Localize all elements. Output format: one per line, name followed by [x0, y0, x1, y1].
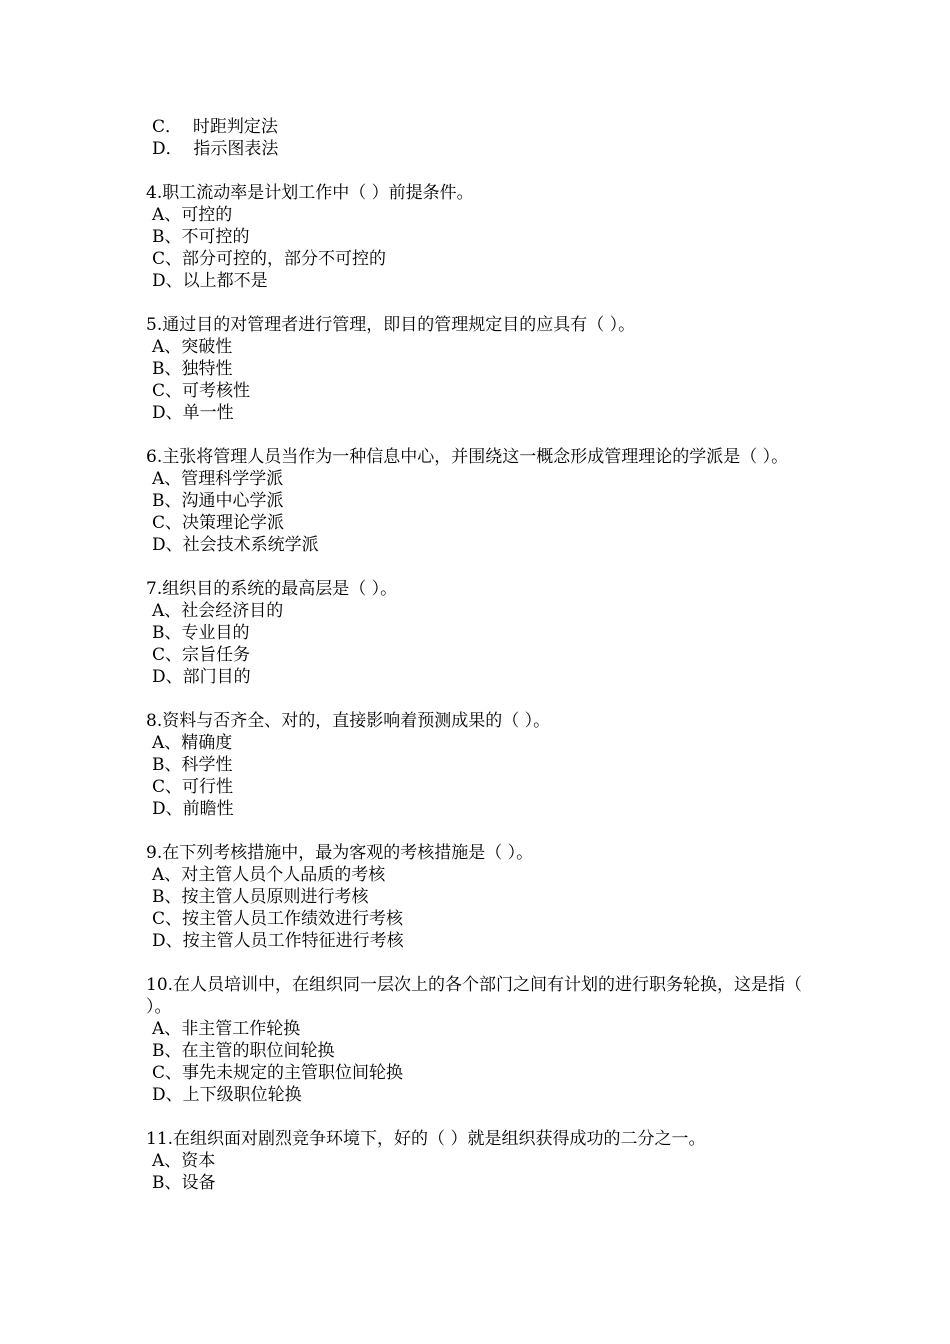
- option-b: B、沟通中心学派: [152, 491, 284, 511]
- option-d: D、上下级职位轮换: [152, 1085, 302, 1105]
- carryover-options: [146, 116, 816, 160]
- question-11: [146, 1128, 816, 1194]
- question-4: [146, 182, 816, 292]
- option-c: C、按主管人员工作绩效进行考核: [152, 909, 404, 929]
- option-d: D、以上都不是: [152, 271, 268, 291]
- option-b: B、不可控的: [152, 227, 250, 247]
- question-stem: 9.在下列考核措施中，最为客观的考核措施是（ ）。: [146, 843, 534, 863]
- option-a: A、非主管工作轮换: [152, 1019, 301, 1039]
- option-a: A、精确度: [152, 733, 233, 753]
- option-d: D、按主管人员工作特征进行考核: [152, 931, 404, 951]
- option-a: A、社会经济目的: [152, 601, 284, 621]
- option-c: C、部分可控的，部分不可控的: [152, 249, 387, 269]
- option-c: C、宗旨任务: [152, 645, 251, 665]
- option-b: B、科学性: [152, 755, 233, 775]
- option-a: A、资本: [152, 1151, 216, 1171]
- option-d: D． 指示图表法: [152, 139, 279, 159]
- option-a: A、管理科学学派: [152, 469, 284, 489]
- option-b: B、在主管的职位间轮换: [152, 1041, 335, 1061]
- option-c: C、事先未规定的主管职位间轮换: [152, 1063, 404, 1083]
- option-c: C、可行性: [152, 777, 234, 797]
- option-c: C． 时距判定法: [152, 117, 278, 137]
- question-7: [146, 578, 816, 688]
- option-b: B、独特性: [152, 359, 233, 379]
- question-8: [146, 710, 816, 820]
- question-stem: 11.在组织面对剧烈竞争环境下，好的（ ）就是组织获得成功的二分之一。: [146, 1129, 706, 1149]
- question-5: [146, 314, 816, 424]
- option-d: D、部门目的: [152, 667, 251, 687]
- option-a: A、对主管人员个人品质的考核: [152, 865, 386, 885]
- question-stem: 10.在人员培训中，在组织同一层次上的各个部门之间有计划的进行职务轮换，这是指（ ）。: [146, 975, 803, 1017]
- option-d: D、社会技术系统学派: [152, 535, 319, 555]
- question-stem: 4.职工流动率是计划工作中（ ）前提条件。: [146, 183, 474, 203]
- question-list: [146, 116, 816, 1194]
- question-10: [146, 974, 816, 1106]
- option-c: C、决策理论学派: [152, 513, 285, 533]
- question-stem: 7.组织目的系统的最高层是（ ）。: [146, 579, 398, 599]
- question-stem: 8.资料与否齐全、对的，直接影响着预测成果的（ ）。: [146, 711, 551, 731]
- option-a: A、可控的: [152, 205, 233, 225]
- question-9: [146, 842, 816, 952]
- option-c: C、可考核性: [152, 381, 251, 401]
- option-d: D、单一性: [152, 403, 234, 423]
- option-b: B、专业目的: [152, 623, 250, 643]
- option-b: B、按主管人员原则进行考核: [152, 887, 369, 907]
- option-d: D、前瞻性: [152, 799, 234, 819]
- question-6: [146, 446, 816, 556]
- option-a: A、突破性: [152, 337, 233, 357]
- question-stem: 6.主张将管理人员当作为一种信息中心，并围绕这一概念形成管理理论的学派是（ ）。: [146, 447, 789, 467]
- question-stem: 5.通过目的对管理者进行管理，即目的管理规定目的应具有（ ）。: [146, 315, 636, 335]
- option-b: B、设备: [152, 1173, 216, 1193]
